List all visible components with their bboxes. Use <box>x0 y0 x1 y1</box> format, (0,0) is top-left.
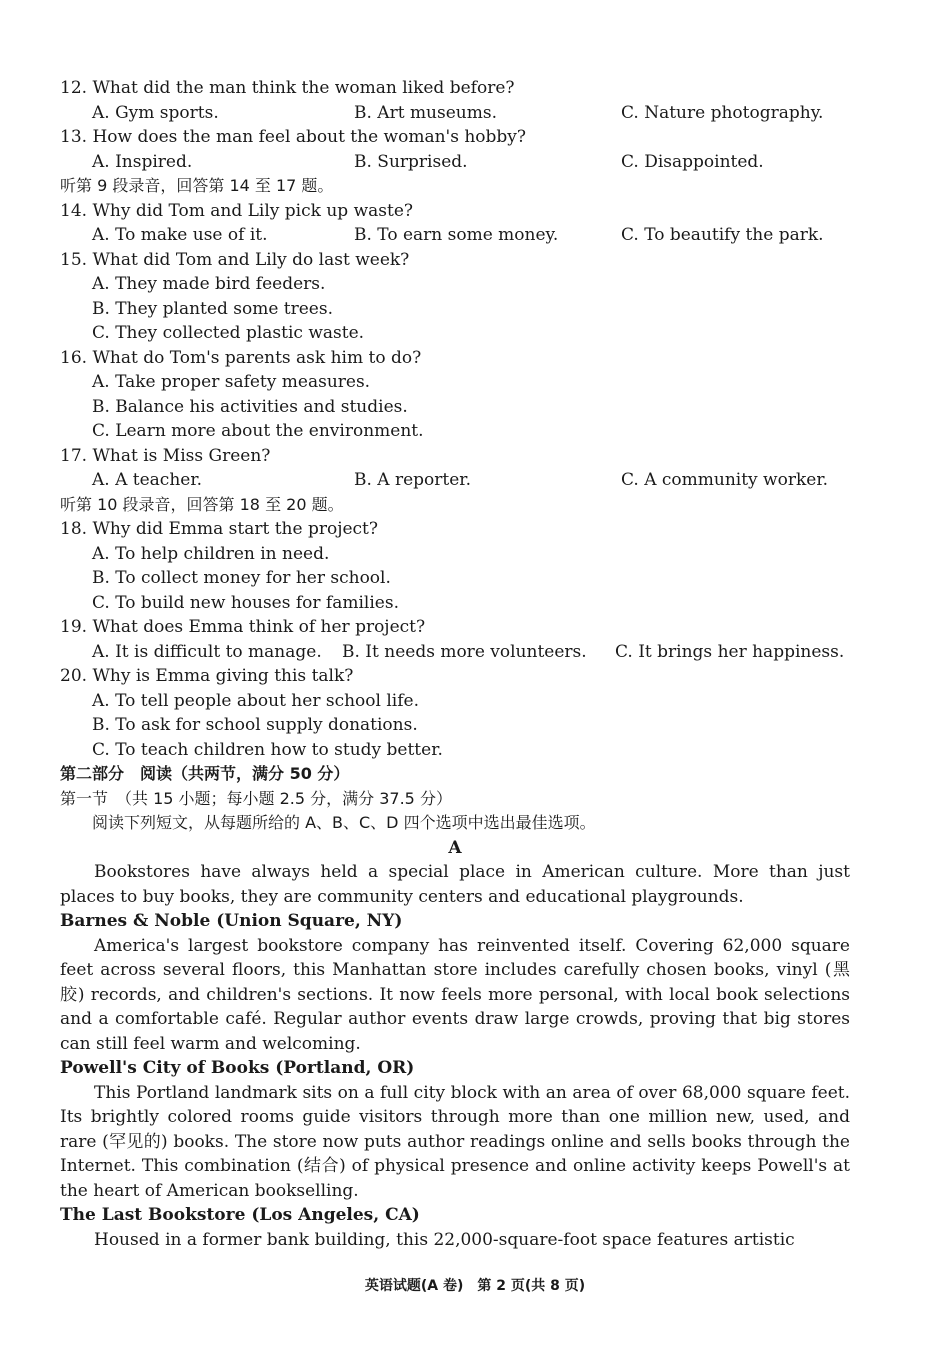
option-17c: C. A community worker. <box>621 470 828 490</box>
question-18: 18. Why did Emma start the project? <box>60 519 379 539</box>
store-heading-1: Barnes & Noble (Union Square, NY) <box>60 911 403 931</box>
option-20c: C. To teach children how to study better. <box>92 739 443 760</box>
question-17: 17. What is Miss Green? <box>60 445 271 466</box>
option-16a: A. Take proper safety measures. <box>92 372 371 392</box>
part2-title: 第二部分 阅读（共两节，满分 50 分） <box>60 764 350 783</box>
options-17 <box>60 468 850 493</box>
store-paragraph-1: America's largest bookstore company has reinvented itself. Covering 62,000 square feet across several floors, this Manhattan store includes carefully chosen books, vinyl (黑胶) records, and children's sections. It now feels more personal, with local book selections and a comfortable café. Regular author events draw large crowds, proving that big stores can still feel warm and welcoming. <box>60 935 850 1054</box>
option-17a: A. A teacher. <box>92 470 202 490</box>
option-19a: A. It is difficult to manage. <box>92 641 322 662</box>
page-footer: 英语试题(A 卷) 第 2 页(共 8 页) <box>364 1278 586 1294</box>
instruction-section-9: 听第 9 段录音，回答第 14 至 17 题。 <box>60 176 334 195</box>
option-13c: C. Disappointed. <box>621 151 764 172</box>
option-12c: C. Nature photography. <box>621 102 824 123</box>
option-17b: B. A reporter. <box>354 470 471 490</box>
option-20b: B. To ask for school supply donations. <box>92 715 418 735</box>
store-paragraph-2: This Portland landmark sits on a full city block with an area of over 68,000 square feet. Its brightly colored rooms guide visitors through more than one million new, used, and rare (罕见的) books. The store now puts author readings online and sells books through the Internet. This combination (结合) of physical presence and online activity keeps Powell's at the heart of American bookselling. <box>60 1082 850 1201</box>
option-18c: C. To build new houses for families. <box>92 592 399 613</box>
option-19c: C. It brings her happiness. <box>615 641 845 662</box>
question-20: 20. Why is Emma giving this talk? <box>60 666 354 686</box>
instruction-section-10: 听第 10 段录音，回答第 18 至 20 题。 <box>60 494 344 514</box>
question-13: 13. How does the man feel about the woman's hobby? <box>60 127 527 147</box>
option-18a: A. To help children in need. <box>92 543 330 564</box>
question-16: 16. What do Tom's parents ask him to do? <box>60 347 422 368</box>
option-13a: A. Inspired. <box>92 151 193 172</box>
question-12: 12. What did the man think the woman liked before? <box>60 78 515 98</box>
option-18b: B. To collect money for her school. <box>92 568 391 588</box>
reading-instruction: 阅读下列短文，从每题所给的 A、B、C、D 四个选项中选出最佳选项。 <box>92 813 596 832</box>
question-19: 19. What does Emma think of her project? <box>60 617 426 637</box>
option-16b: B. Balance his activities and studies. <box>92 396 408 417</box>
store-heading-2: Powell's City of Books (Portland, OR) <box>60 1058 415 1078</box>
option-15c: C. They collected plastic waste. <box>92 323 365 343</box>
section1-title: 第一节 （共 15 小题；每小题 2.5 分，满分 37.5 分） <box>60 788 452 808</box>
option-19b: B. It needs more volunteers. <box>342 641 587 662</box>
option-14a: A. To make use of it. <box>92 225 268 245</box>
option-15a: A. They made bird feeders. <box>92 274 326 294</box>
options-12 <box>60 101 850 126</box>
option-20a: A. To tell people about her school life. <box>92 690 419 711</box>
question-14: 14. Why did Tom and Lily pick up waste? <box>60 200 413 221</box>
option-12a: A. Gym sports. <box>92 102 219 123</box>
store-heading-3: The Last Bookstore (Los Angeles, CA) <box>60 1205 420 1225</box>
option-15b: B. They planted some trees. <box>92 298 333 319</box>
options-13 <box>60 150 850 175</box>
passage-label: A <box>448 837 462 858</box>
option-14b: B. To earn some money. <box>354 225 559 245</box>
option-16c: C. Learn more about the environment. <box>92 421 424 441</box>
page-content <box>60 76 850 1252</box>
option-14c: C. To beautify the park. <box>621 225 824 245</box>
option-12b: B. Art museums. <box>354 102 497 123</box>
store-paragraph-3: Housed in a former bank building, this 22,000-square-foot space features artistic <box>94 1229 795 1250</box>
option-13b: B. Surprised. <box>354 151 468 172</box>
question-15: 15. What did Tom and Lily do last week? <box>60 249 410 270</box>
options-19 <box>60 640 850 665</box>
options-14 <box>60 223 850 248</box>
passage-intro: Bookstores have always held a special place in American culture. More than just places to buy books, they are community centers and educational playgrounds. <box>60 862 850 907</box>
